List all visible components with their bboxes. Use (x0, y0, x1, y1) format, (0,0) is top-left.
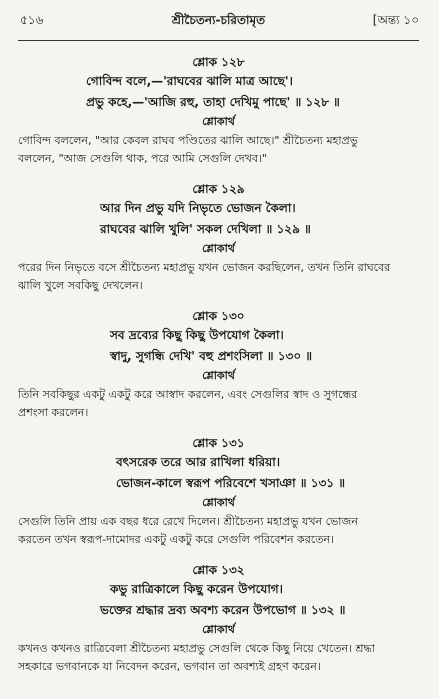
meaning-heading: শ্লোকার্থ (202, 115, 235, 128)
verse-block-130 (16, 307, 421, 422)
translation-line: পরের দিন নিভৃতে বসে শ্রীচৈতন্য মহাপ্রভু যখন ভোজন করছিলেন, তখন তিনি রাঘবের (18, 261, 391, 274)
translation (18, 259, 419, 295)
verse-line: কভু রাত্রিকালে কিছু করেন উপযোগ। (110, 582, 283, 596)
translation-line: কখনও কখনও রাত্রিবেলা শ্রীচৈতন্য মহাপ্রভু সেগুলি থেকে কিছু নিয়ে খেতেন। শ্রদ্ধা (18, 642, 375, 655)
translation (18, 386, 419, 422)
translation-line: ঝালি খুলে সবকিছু দেখলেন। (18, 279, 143, 292)
translation-line: বললেন, "আজ সেগুলি থাক, পরে আমি সেগুলি দেখব।" (18, 152, 267, 165)
sloka-heading: শ্লোক ১৩২ (192, 563, 245, 577)
translation-line: সহকারে ভগবানকে যা নিবেদন করেন, ভগবান তা অবশ্যই গ্রহণ করেন। (18, 660, 321, 673)
translation (18, 132, 419, 168)
verse-block-128 (16, 53, 421, 168)
sloka-heading: শ্লোক ১৩০ (192, 309, 245, 323)
meaning-heading: শ্লোকার্থ (202, 242, 235, 255)
verse-block-129 (16, 180, 421, 295)
verse-line: ভোজন-কালে স্বরূপ পরিবেশে খসাঞা ॥ ১৩১ ॥ (116, 476, 346, 490)
translation-line: সেগুলি তিনি প্রায় এক বছর ধরে রেখে দিলেন। শ্রীচৈতন্য মহাপ্রভু যখন ভোজন (18, 515, 358, 528)
meaning-heading: শ্লোকার্থ (202, 369, 235, 382)
section-label: [অন্ত্য ১০ (372, 13, 419, 27)
verse-line: ভক্তের শ্রদ্ধার দ্রব্য অবশ্য করেন উপভোগ ॥ ১৩২ ॥ (100, 603, 346, 617)
verse-block-131 (16, 434, 421, 549)
sloka-heading: শ্লোক ১২৯ (192, 182, 245, 196)
translation (18, 513, 419, 549)
meaning-heading: শ্লোকার্থ (202, 496, 235, 509)
translation (18, 640, 419, 676)
translation-line: গোবিন্দ বললেন, "আর কেবল রাঘব পণ্ডিতের ঝালি আছে।" শ্রীচৈতন্য মহাপ্রভু (18, 134, 358, 147)
page-number: ৫১৬ (20, 13, 44, 27)
verse-line: স্বাদু, সুগন্ধি দেখি' বহু প্রশংসিলা ॥ ১৩০ ॥ (110, 349, 313, 363)
verse-block-132 (16, 561, 421, 676)
verse-line: সব দ্রব্যের কিছু কিছু উপযোগ কৈলা। (110, 328, 284, 342)
running-title: শ্রীচৈতন্য-চরিতামৃত (171, 13, 266, 27)
translation-line: প্রশংসা করলেন। (18, 406, 89, 419)
verse-line: প্রভু কহে,—'আজি রহু, তাহা দেখিমু পাছে' ॥ ১২৮ ॥ (86, 95, 340, 109)
translation-line: তিনি সবকিছুর একটু একটু করে আস্বাদ করলেন, এবং সেগুলির স্বাদ ও সুগন্ধের (18, 388, 358, 401)
meaning-heading: শ্লোকার্থ (202, 623, 235, 636)
translation-line: করতেন তখন স্বরূপ-দামোদর একটু একটু করে সেগুলি পরিবেশন করতেন। (18, 533, 334, 546)
sloka-heading: শ্লোক ১২৮ (192, 55, 245, 69)
sloka-heading: শ্লোক ১৩১ (192, 436, 245, 450)
verse-line: গোবিন্দ বলে,—'রাঘবের ঝালি মাত্র আছে'। (86, 74, 293, 88)
verse-line: রাঘবের ঝালি খুলি' সকল দেখিলা ॥ ১২৯ ॥ (100, 222, 311, 236)
verse-line: আর দিন প্রভু যদি নিভৃতে ভোজন কৈলা। (100, 201, 296, 215)
page-header (18, 0, 419, 41)
verse-line: বৎসরেক তরে আর রাখিলা ধরিয়া। (116, 455, 280, 469)
